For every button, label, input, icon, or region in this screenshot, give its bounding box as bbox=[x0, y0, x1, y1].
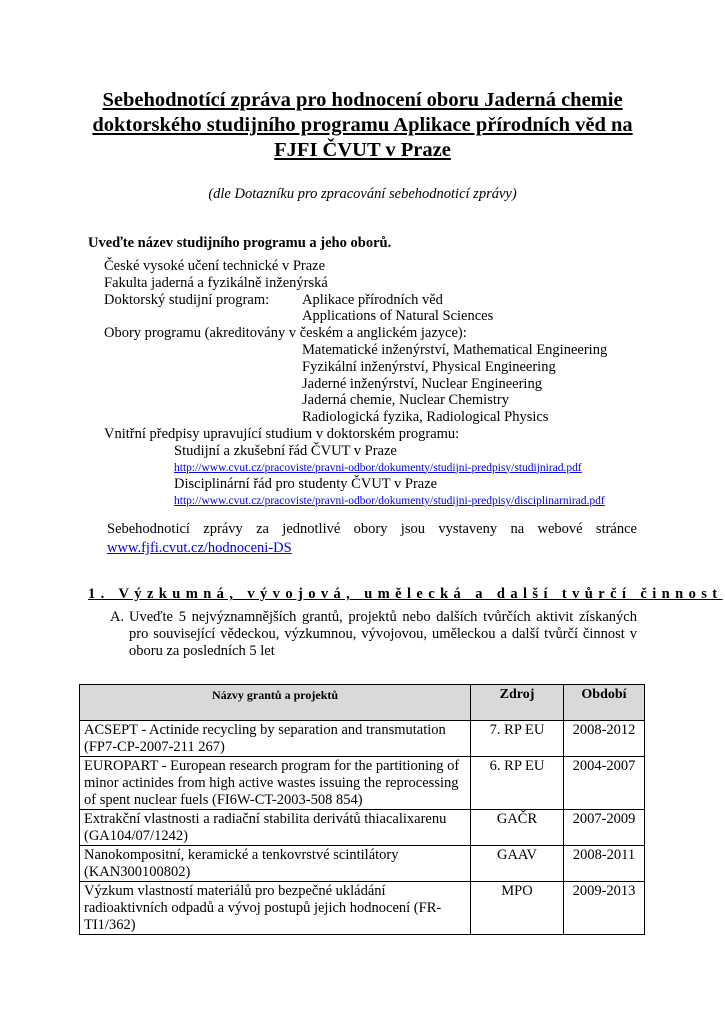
grant-source: GAAV bbox=[471, 846, 564, 882]
university-name: České vysoké učení technické v Praze bbox=[104, 258, 326, 274]
program-name-en: Applications of Natural Sciences bbox=[302, 308, 494, 325]
regulation-2-name: Disciplinární řád pro studenty ČVUT v Praze bbox=[174, 476, 438, 493]
question-text: Uveďte 5 nejvýznamnějších grantů, projektů nebo dalších tvůrčích aktivit získaných pro související vědeckou, výzkumnou, vývojovou, uměleckou a další tvůrčí činnost v oboru za posledních 5 let bbox=[129, 609, 637, 659]
reports-link[interactable]: www.fjfi.cvut.cz/hodnoceni-DS bbox=[107, 540, 292, 556]
grant-name: Nanokompositní, keramické a tenkovrstvé scintilátory (KAN300100802) bbox=[80, 846, 471, 882]
grant-period: 2004-2007 bbox=[564, 757, 645, 810]
header-source: Zdroj bbox=[471, 685, 564, 721]
document-subtitle: (dle Dotazníku pro zpracování sebehodnoticí zprávy) bbox=[208, 186, 517, 202]
grant-name: ACSEPT - Actinide recycling by separation and transmutation (FP7-CP-2007-211 267) bbox=[80, 721, 471, 757]
field-item bbox=[104, 342, 664, 359]
regulation-2-link[interactable]: http://www.cvut.cz/pracoviste/pravni-odbor/dokumenty/studijni-predpisy/disciplinarnirad.pdf bbox=[174, 495, 605, 508]
faculty-name: Fakulta jaderná a fyzikálně inženýrská bbox=[104, 274, 328, 291]
regulations-label: Vnitřní předpisy upravující studium v doktorském programu: bbox=[104, 425, 460, 442]
section-heading-program: Uveďte název studijního programu a jeho oborů. bbox=[88, 235, 392, 251]
grant-name: Výzkum vlastností materiálů pro bezpečné ukládání radioaktivních odpadů a vývoj postupů jejich hodnocení (FR-TI1/362) bbox=[80, 882, 471, 935]
grant-name: EUROPART - European research program for the partitioning of minor actinides from high active wastes issuing the reprocessing of spent nuclear fuels (FI6W-CT-2003-508 854) bbox=[80, 757, 471, 810]
field-name: Fyzikální inženýrství, Physical Engineering bbox=[302, 358, 556, 375]
field-name: Radiologická fyzika, Radiological Physics bbox=[302, 409, 549, 426]
program-label: Doktorský studijní program: bbox=[104, 291, 270, 308]
program-name-cz: Aplikace přírodních věd bbox=[302, 291, 443, 308]
grant-source: MPO bbox=[471, 882, 564, 935]
regulation-1-name: Studijní a zkušební řád ČVUT v Praze bbox=[174, 442, 397, 459]
field-item bbox=[104, 359, 664, 376]
header-grant-names: Názvy grantů a projektů bbox=[80, 685, 471, 721]
grant-period: 2007-2009 bbox=[564, 810, 645, 846]
field-item bbox=[104, 376, 664, 393]
program-row-en bbox=[104, 308, 664, 325]
table-row bbox=[80, 882, 645, 935]
question-letter: A. bbox=[110, 609, 125, 625]
table-header-row bbox=[80, 685, 645, 721]
program-row bbox=[104, 292, 664, 309]
field-item bbox=[104, 392, 664, 409]
program-info bbox=[104, 258, 664, 510]
field-name: Jaderné inženýrství, Nuclear Engineering bbox=[302, 375, 542, 392]
field-item bbox=[104, 409, 664, 426]
table-row bbox=[80, 846, 645, 882]
fields-label: Obory programu (akreditovány v českém a anglickém jazyce): bbox=[104, 325, 467, 342]
grant-source: 6. RP EU bbox=[471, 757, 564, 810]
table-row bbox=[80, 721, 645, 757]
grant-period: 2009-2013 bbox=[564, 882, 645, 935]
table-row bbox=[80, 810, 645, 846]
grant-source: 7. RP EU bbox=[471, 721, 564, 757]
reports-paragraph: Sebehodnoticí zprávy za jednotlivé obory jsou vystaveny na webové stránce bbox=[107, 521, 637, 537]
field-name: Jaderná chemie, Nuclear Chemistry bbox=[302, 392, 509, 409]
grant-period: 2008-2012 bbox=[564, 721, 645, 757]
header-period: Období bbox=[564, 685, 645, 721]
grant-period: 2008-2011 bbox=[564, 846, 645, 882]
document-title: Sebehodnotící zpráva pro hodnocení oboru Jaderná chemie doktorského studijního programu Aplikace přírodních věd na FJFI ČVUT v Praze bbox=[92, 89, 633, 161]
regulation-1-link[interactable]: http://www.cvut.cz/pracoviste/pravni-odbor/dokumenty/studijni-predpisy/studijnirad.pdf bbox=[174, 461, 582, 474]
section-1-title: 1. Výzkumná, vývojová, umělecká a další tvůrčí činnost bbox=[88, 586, 723, 602]
grant-name: Extrakční vlastnosti a radiační stabilita derivátů thiacalixarenu (GA104/07/1242) bbox=[80, 810, 471, 846]
field-name: Matematické inženýrství, Mathematical Engineering bbox=[302, 341, 608, 358]
grant-source: GAČR bbox=[471, 810, 564, 846]
grants-table bbox=[79, 684, 645, 935]
table-row bbox=[80, 757, 645, 810]
